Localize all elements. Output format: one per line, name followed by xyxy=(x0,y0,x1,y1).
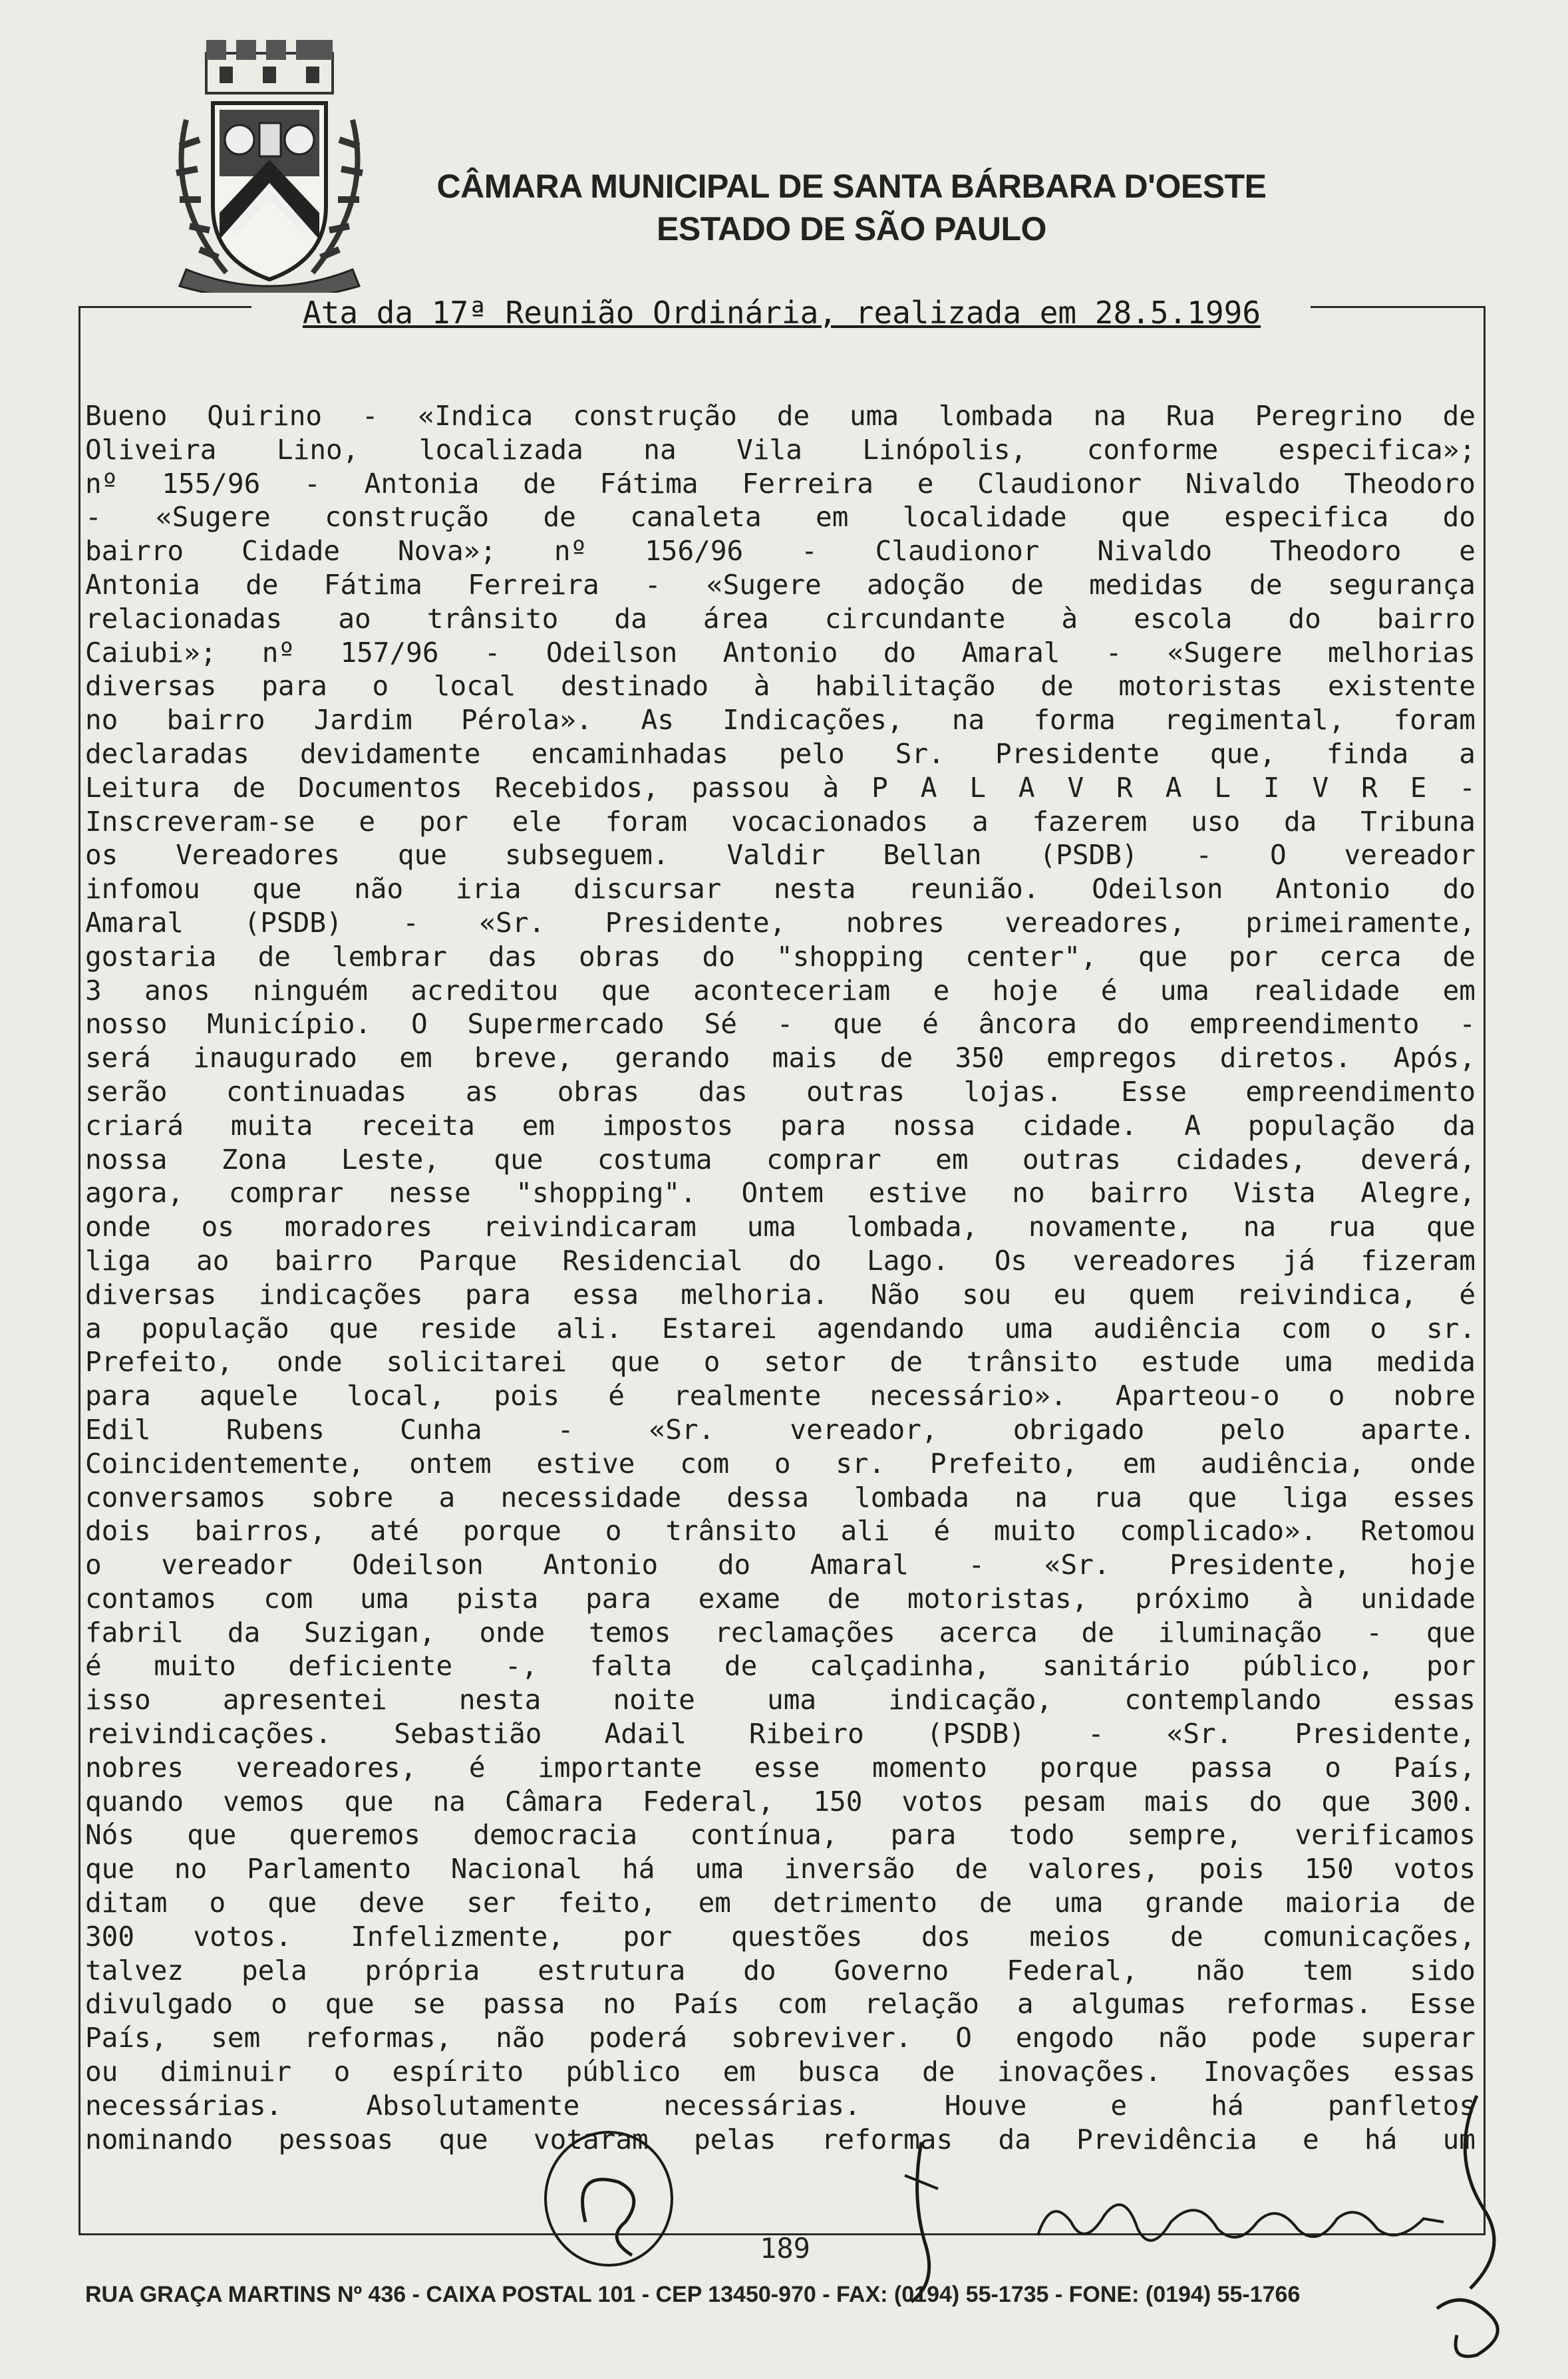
body-line: ditam o que deve ser feito, em detrimento de uma grande maioria de xyxy=(85,1887,1476,1919)
body-line: conversamos sobre a necessidade dessa lombada na rua que liga esses xyxy=(85,1481,1476,1513)
body-line: 300 votos. Infelizmente, por questões dos meios de comunicações, xyxy=(85,1920,1476,1953)
body-line: para aquele local, pois é realmente necessário». Aparteou-o o nobre xyxy=(85,1380,1476,1412)
body-line: País, sem reformas, não poderá sobreviver. O engodo não pode superar xyxy=(85,2022,1476,2054)
state-name: ESTADO DE SÃO PAULO xyxy=(657,210,1046,247)
body-line: divulgado o que se passa no País com relação a algumas reformas. Esse xyxy=(85,1988,1476,2020)
body-line: criará muita receita em impostos para nossa cidade. A população da xyxy=(85,1109,1476,1142)
body-line: Edil Rubens Cunha - «Sr. vereador, obrigado pelo aparte. xyxy=(85,1413,1476,1446)
body-line: dois bairros, até porque o trânsito ali é muito complicado». Retomou xyxy=(85,1515,1476,1547)
body-line: Oliveira Lino, localizada na Vila Linópolis, conforme especifica»; xyxy=(85,433,1476,466)
body-line: Leitura de Documentos Recebidos, passou à P A L A V R A L I V R E - xyxy=(85,771,1476,804)
body-line: Amaral (PSDB) - «Sr. Presidente, nobres vereadores, primeiramente, xyxy=(85,906,1476,939)
body-line: relacionadas ao trânsito da área circundante à escola do bairro xyxy=(85,602,1476,635)
frame-right-rule xyxy=(1484,306,1486,2235)
body-line: Coincidentemente, ontem estive com o sr. Prefeito, em audiência, onde xyxy=(85,1447,1476,1480)
frame-top-rule-left xyxy=(78,306,251,308)
body-line: serão continuadas as obras das outras lojas. Esse empreendimento xyxy=(85,1075,1476,1108)
body-line: nossa Zona Leste, que costuma comprar em outras cidades, deverá, xyxy=(85,1143,1476,1176)
body-line: Caiubi»; nº 157/96 - Odeilson Antonio do Amaral - «Sugere melhorias xyxy=(85,636,1476,669)
chamber-name: CÂMARA MUNICIPAL DE SANTA BÁRBARA D'OESTE xyxy=(436,168,1267,205)
body-line: infomou que não iria discursar nesta reunião. Odeilson Antonio do xyxy=(85,873,1476,905)
body-line: os Vereadores que subseguem. Valdir Bellan (PSDB) - O vereador xyxy=(85,839,1476,872)
body-line: talvez pela própria estrutura do Governo Federal, não tem sido xyxy=(85,1954,1476,1986)
body-line: 3 anos ninguém acreditou que aconteceriam e hoje é uma realidade em xyxy=(85,974,1476,1007)
body-line: Nós que queremos democracia contínua, para todo sempre, verificamos xyxy=(85,1819,1476,1851)
address-footer: RUA GRAÇA MARTINS Nº 436 - CAIXA POSTAL 101 - CEP 13450-970 - FAX: (0194) 55-1735 - FONE: (0194) 55-1766 xyxy=(85,2282,1301,2307)
page-number: 189 xyxy=(760,2232,810,2265)
body-line: reivindicações. Sebastião Adail Ribeiro (PSDB) - «Sr. Presidente, xyxy=(85,1718,1476,1750)
frame-top-rule-right xyxy=(1311,306,1486,308)
frame-left-rule xyxy=(78,306,80,2235)
body-line: diversas indicações para essa melhoria. Não sou eu quem reivindica, é xyxy=(85,1278,1476,1311)
body-line: - «Sugere construção de canaleta em localidade que especifica do xyxy=(85,501,1476,534)
body-line: nº 155/96 - Antonia de Fátima Ferreira e Claudionor Nivaldo Theodoro xyxy=(85,467,1476,500)
body-line: que no Parlamento Nacional há uma inversão de valores, pois 150 votos xyxy=(85,1853,1476,1885)
body-line: nominando pessoas que votaram pelas reformas da Previdência e há um xyxy=(85,2123,1476,2155)
chamber-header xyxy=(399,165,1304,250)
body-line: liga ao bairro Parque Residencial do Lago. Os vereadores já fizeram xyxy=(85,1244,1476,1277)
body-line: nobres vereadores, é importante esse momento porque passa o País, xyxy=(85,1751,1476,1784)
body-line: é muito deficiente -, falta de calçadinha, sanitário público, por xyxy=(85,1650,1476,1682)
body-line: a população que reside ali. Estarei agendando uma audiência com o sr. xyxy=(85,1312,1476,1345)
municipal-coat-of-arms xyxy=(160,40,379,293)
minutes-title: Ata da 17ª Reunião Ordinária, realizada em 28.5.1996 xyxy=(302,295,1261,331)
body-line: contamos com uma pista para exame de motoristas, próximo à unidade xyxy=(85,1582,1476,1615)
body-line: bairro Cidade Nova»; nº 156/96 - Claudionor Nivaldo Theodoro e xyxy=(85,535,1476,567)
body-line: ou diminuir o espírito público em busca de inovações. Inovações essas xyxy=(85,2056,1476,2088)
body-line: Inscreveram-se e por ele foram vocacionados a fazerem uso da Tribuna xyxy=(85,805,1476,838)
body-line: declaradas devidamente encaminhadas pelo Sr. Presidente que, finda a xyxy=(85,737,1476,770)
body-line: Antonia de Fátima Ferreira - «Sugere adoção de medidas de segurança xyxy=(85,568,1476,601)
body-line: Prefeito, onde solicitarei que o setor de trânsito estude uma medida xyxy=(85,1346,1476,1378)
body-line: fabril da Suzigan, onde temos reclamações acerca de iluminação - que xyxy=(85,1616,1476,1649)
body-line: quando vemos que na Câmara Federal, 150 votos pesam mais do que 300. xyxy=(85,1785,1476,1818)
body-line: necessárias. Absolutamente necessárias. Houve e há panfletos xyxy=(85,2089,1476,2122)
body-line: gostaria de lembrar das obras do "shopping center", que por cerca de xyxy=(85,940,1476,973)
body-line: agora, comprar nesse "shopping". Ontem estive no bairro Vista Alegre, xyxy=(85,1177,1476,1209)
minutes-body xyxy=(85,399,1476,2156)
body-line: Bueno Quirino - «Indica construção de uma lombada na Rua Peregrino de xyxy=(85,400,1476,432)
body-line: diversas para o local destinado à habilitação de motoristas existente xyxy=(85,670,1476,703)
body-line: no bairro Jardim Pérola». As Indicações, na forma regimental, foram xyxy=(85,704,1476,736)
body-line: será inaugurado em breve, gerando mais de 350 empregos diretos. Após, xyxy=(85,1042,1476,1074)
body-line: isso apresentei nesta noite uma indicação, contemplando essas xyxy=(85,1684,1476,1716)
body-line: onde os moradores reivindicaram uma lombada, novamente, na rua que xyxy=(85,1211,1476,1243)
body-line: o vereador Odeilson Antonio do Amaral - «Sr. Presidente, hoje xyxy=(85,1549,1476,1581)
body-line: nosso Município. O Supermercado Sé - que é âncora do empreendimento - xyxy=(85,1008,1476,1040)
signature-cursive xyxy=(1024,2182,1450,2262)
